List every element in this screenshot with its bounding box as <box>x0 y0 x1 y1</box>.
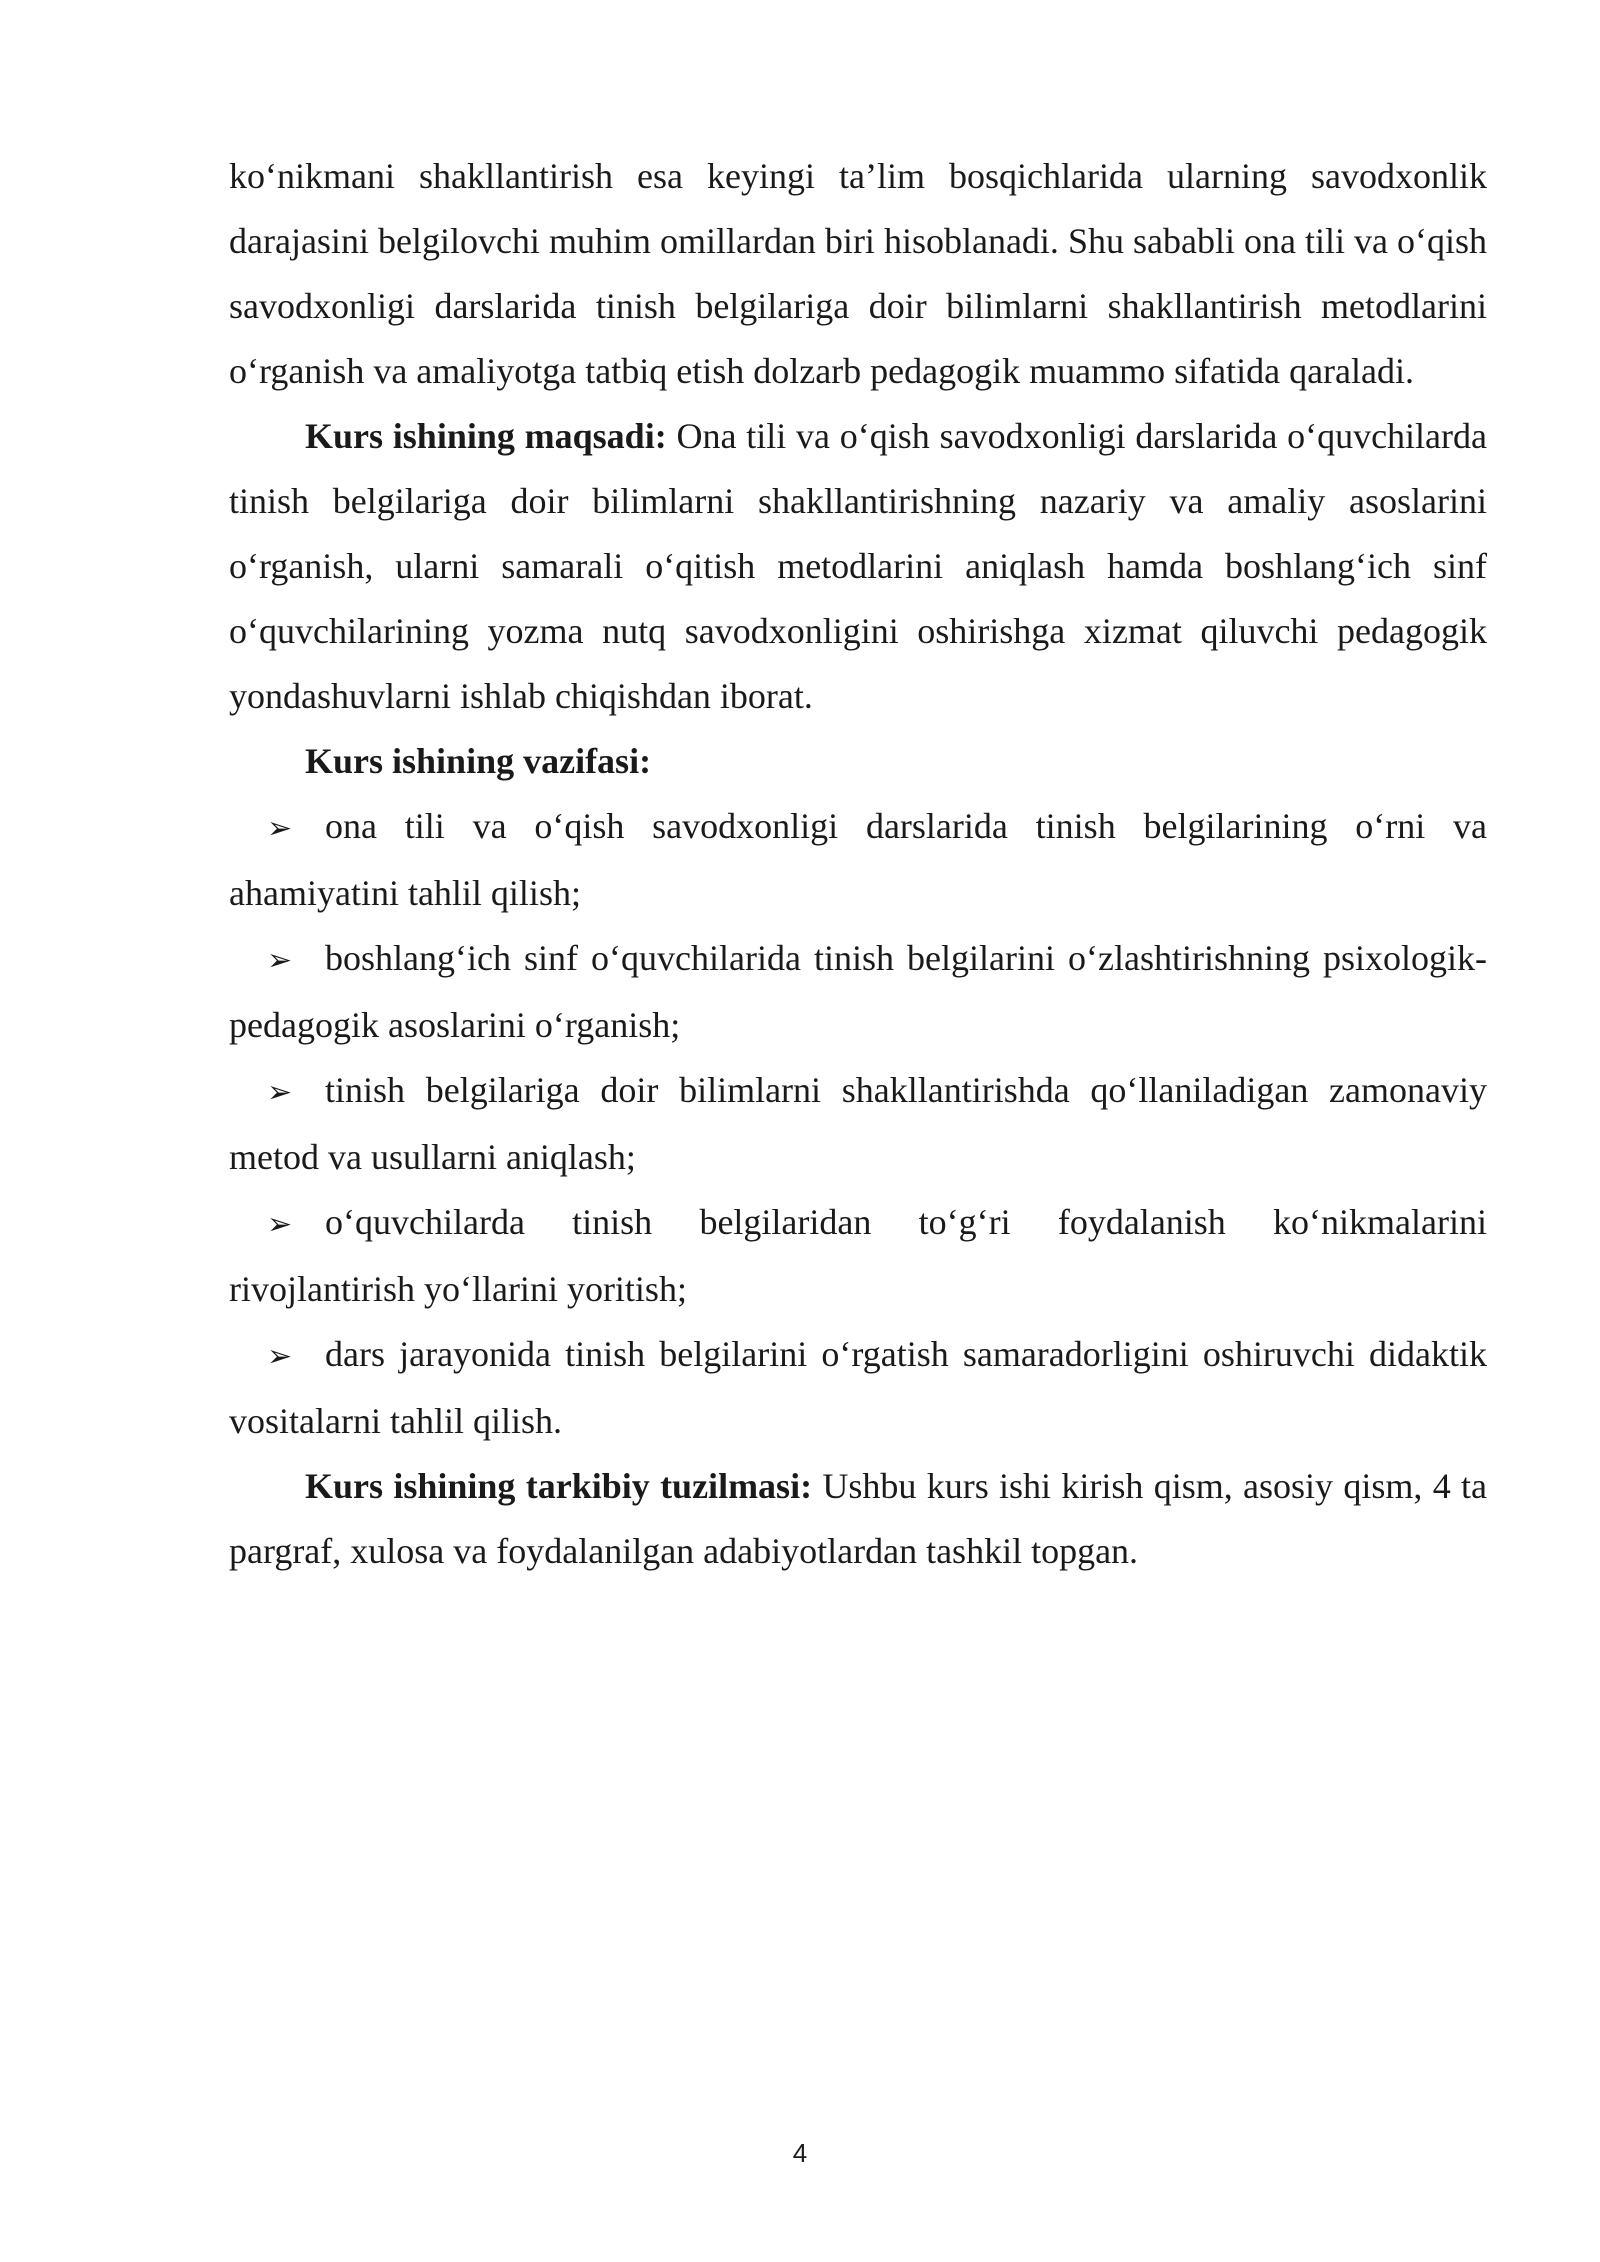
arrowhead-bullet-icon: ➢ <box>267 1207 293 1242</box>
task-text: ona tili va o‘qish savodxonligi darslarida tinish belgilarining o‘rni va ahamiyatini tahlil qilish; <box>229 806 1487 913</box>
arrowhead-bullet-icon: ➢ <box>267 943 293 978</box>
arrowhead-bullet-icon: ➢ <box>267 1075 293 1110</box>
goal-paragraph <box>229 404 1487 729</box>
arrowhead-bullet-icon: ➢ <box>267 811 293 846</box>
tasks-label: Kurs ishining vazifasi: <box>305 741 652 781</box>
tasks-heading <box>229 729 1487 794</box>
task-item-5 <box>229 1322 1487 1454</box>
structure-text: Ushbu kurs ishi kirish qism, asosiy qism, 4 ta pargraf, xulosa va foydalanilgan adabiyotlardan tashkil topgan. <box>229 1466 1487 1571</box>
task-item-1 <box>229 794 1487 926</box>
intro-paragraph: ko‘nikmani shakllantirish esa keyingi ta’lim bosqichlarida ularning savodxonlik darajasini belgilovchi muhim omillardan biri hisoblanadi. Shu sababli ona tili va o‘qish savodxonligi darslarida tinish belgilariga doir bilimlarni shakllantirish metodlarini o‘rganish va amaliyotga tatbiq etish dolzarb pedagogik muammo sifatida qaraladi. <box>229 156 1487 391</box>
page-number: 4 <box>792 2138 808 2168</box>
task-item-3 <box>229 1058 1487 1190</box>
arrowhead-bullet-icon: ➢ <box>267 1339 293 1374</box>
task-item-4 <box>229 1190 1487 1322</box>
task-text: tinish belgilariga doir bilimlarni shakllantirishda qo‘llaniladigan zamonaviy metod va usullarni aniqlash; <box>229 1070 1487 1177</box>
structure-label: Kurs ishining tarkibiy tuzilmasi: <box>305 1466 813 1506</box>
document-page <box>229 144 1487 1584</box>
task-text: boshlang‘ich sinf o‘quvchilarida tinish belgilarini o‘zlashtirishning psixologik-pedagogik asoslarini o‘rganish; <box>229 938 1487 1045</box>
goal-text: Ona tili va o‘qish savodxonligi darslarida o‘quvchilarda tinish belgilariga doir bilimlarni shakllantirishning nazariy va amaliy asoslarini o‘rganish, ularni samarali o‘qitish metodlarini aniqlash hamda boshlang‘ich sinf o‘quvchilarining yozma nutq savodxonligini oshirishga xizmat qiluvchi pedagogik yondashuvlarni ishlab chiqishdan iborat. <box>229 416 1487 716</box>
task-item-2 <box>229 926 1487 1058</box>
task-text: dars jarayonida tinish belgilarini o‘rgatish samaradorligini oshiruvchi didaktik vositalarni tahlil qilish. <box>229 1334 1487 1441</box>
task-text: o‘quvchilarda tinish belgilaridan to‘g‘ri foydalanish ko‘nikmalarini rivojlantirish yo‘llarini yoritish; <box>229 1202 1487 1309</box>
structure-paragraph <box>229 1454 1487 1584</box>
goal-label: Kurs ishining maqsadi: <box>305 416 667 456</box>
